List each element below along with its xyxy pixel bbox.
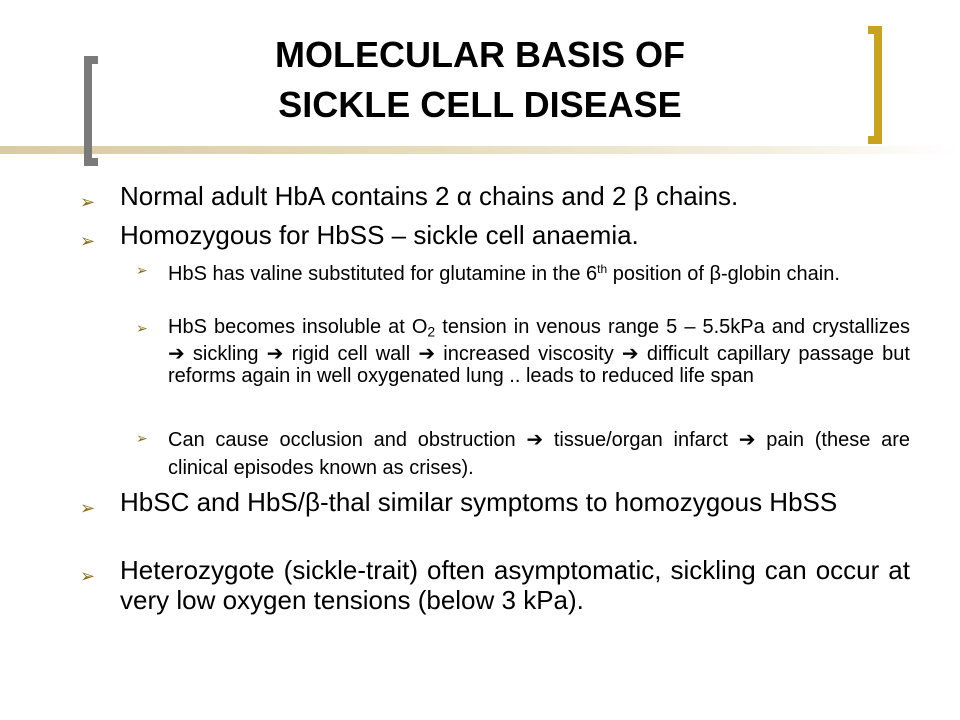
title-line-2: SICKLE CELL DISEASE: [278, 84, 682, 125]
slide-title: [120, 30, 840, 130]
sub-bullet-text: sickling: [184, 342, 267, 365]
title-line-1: MOLECULAR BASIS OF: [275, 34, 685, 75]
right-arrow-icon: ➔: [418, 342, 436, 365]
sub-bullet-text: increased viscosity: [435, 342, 622, 365]
sub-bullet-text: Can cause occlusion and obstruction: [168, 429, 527, 451]
right-bracket-decoration: [868, 26, 882, 144]
sub-bullet-text: difficult capillary passage but reforms again in well oxygenated lung .. leads to reduced life span: [168, 342, 910, 387]
bullet-marker-icon: ➢: [80, 498, 96, 518]
sub-bullet-text: HbS has valine substituted for glutamine in the 6: [168, 263, 598, 286]
sub-bullet-text: rigid cell wall: [283, 342, 419, 365]
sub-bullet-hbs-insoluble: [168, 316, 910, 387]
sub-bullet-occlusion: [168, 426, 910, 482]
sub-bullet-text: HbS becomes insoluble at O: [168, 316, 428, 338]
subscript-2: 2: [427, 323, 436, 340]
right-arrow-icon: ➔: [266, 342, 284, 365]
bullet-hbsc: HbSC and HbS/β-thal similar symptoms to homozygous HbSS: [120, 487, 838, 517]
superscript-th: th: [597, 262, 608, 276]
sub-bullet-text: pain (these are clinical episodes known as crises).: [168, 429, 910, 479]
sub-bullet-text: tissue/organ infarct: [543, 429, 739, 451]
sub-bullet-marker-icon: ➢: [136, 430, 148, 446]
sub-bullet-valine-substitution: [168, 258, 910, 285]
bullet-marker-icon: ➢: [80, 192, 96, 212]
right-arrow-icon: ➔: [621, 342, 639, 365]
left-bracket-decoration: [84, 56, 98, 166]
bullet-normal-hba: Normal adult HbA contains 2 α chains and 2 β chains.: [120, 181, 739, 211]
header-divider-line: [0, 146, 960, 154]
bullet-marker-icon: ➢: [80, 231, 96, 251]
right-arrow-icon: ➔: [738, 429, 756, 451]
right-arrow-icon: ➔: [168, 342, 185, 365]
bullet-homozygous-hbss: Homozygous for HbSS – sickle cell anaemia.: [120, 220, 639, 250]
sub-bullet-text: tension in venous range 5 – 5.5kPa and crystallizes: [435, 316, 910, 338]
sub-bullet-text: position of β-globin chain.: [607, 263, 840, 286]
bullet-heterozygote: Heterozygote (sickle-trait) often asymptomatic, sickling can occur at very low oxygen tensions (below 3 kPa).: [120, 555, 910, 615]
sub-bullet-marker-icon: ➢: [136, 320, 148, 336]
bullet-marker-icon: ➢: [80, 566, 96, 586]
sub-bullet-marker-icon: ➢: [136, 262, 148, 278]
right-arrow-icon: ➔: [526, 429, 544, 451]
